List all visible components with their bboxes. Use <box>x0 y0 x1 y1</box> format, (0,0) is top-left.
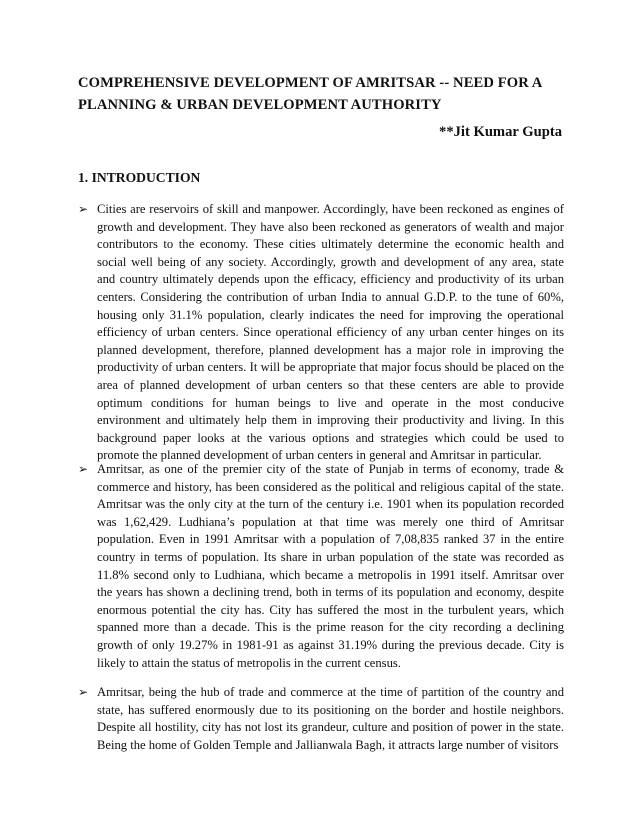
author-line: **Jit Kumar Gupta <box>439 124 562 140</box>
bullet-paragraph <box>78 201 564 465</box>
paragraph-text: Cities are reservoirs of skill and manpower. Accordingly, have been reckoned as engines of growth and development. They have also been reckoned as generators of wealth and major contributors to the economy. These cities ultimately determine the economic health and social well being of any society. Accordingly, growth and development of any area, state and country ultimately depends upon the efficacy, efficiency and productivity of its urban centers. Considering the contribution of urban India to annual G.D.P. to the tune of 60%, housing only 31.1% population, clearly indicates the need for improving the operational efficiency of urban centers. Since operational efficiency of any urban center hinges on its planned development, therefore, planned development has a major role in improving the productivity of urban centers. It will be appropriate that major focus should be placed on the area of planned development of urban centers so that these centers are able to provide optimum conditions for human beings to live and operate in the most conducive environment and ultimately help them in improving their productivity and living. In this background paper looks at the various options and strategies which could be used to promote the planned development of urban centers in general and Amritsar in particular. <box>97 202 564 463</box>
arrow-bullet-icon: ➢ <box>78 462 89 476</box>
paragraph-text: Amritsar, being the hub of trade and commerce at the time of partition of the country and state, has suffered enormously due to its positioning on the border and hostile neighbors. Despite all hostility, city has not lost its grandeur, culture and position of power in the state. Being the home of Golden Temple and Jallianwala Bagh, it attracts large number of visitors <box>97 685 564 752</box>
bullet-paragraph <box>78 684 564 754</box>
section-heading: 1. INTRODUCTION <box>78 170 201 185</box>
bullet-paragraph <box>78 461 564 672</box>
document-title: COMPREHENSIVE DEVELOPMENT OF AMRITSAR -- NEED FOR A PLANNING & URBAN DEVELOPMENT AUTHORITY <box>78 75 542 113</box>
arrow-bullet-icon: ➢ <box>78 685 89 699</box>
arrow-bullet-icon: ➢ <box>78 202 89 216</box>
paragraph-text: Amritsar, as one of the premier city of the state of Punjab in terms of economy, trade & commerce and history, has been considered as the political and religious capital of the state. Amritsar was the only city at the turn of the century i.e. 1901 when its population recorded was 1,62,429. Ludhiana’s population at that time was merely one third of Amritsar population. Even in 1991 Amritsar with a population of 7,08,835 ranked 37 in the entire country in terms of population. Its share in urban population of the state was recorded as 11.8% second only to Ludhiana, which became a metropolis in 1991 itself. Amritsar over the years has shown a declining trend, both in terms of its population and economy, despite enormous potential the city has. City has suffered the most in the turbulent years, which spanned more than a decade. This is the prime reason for the city recording a declining growth of only 19.27% in 1981-91 as against 31.19% during the previous decade. City is likely to attain the status of metropolis in the current census. <box>97 462 564 670</box>
